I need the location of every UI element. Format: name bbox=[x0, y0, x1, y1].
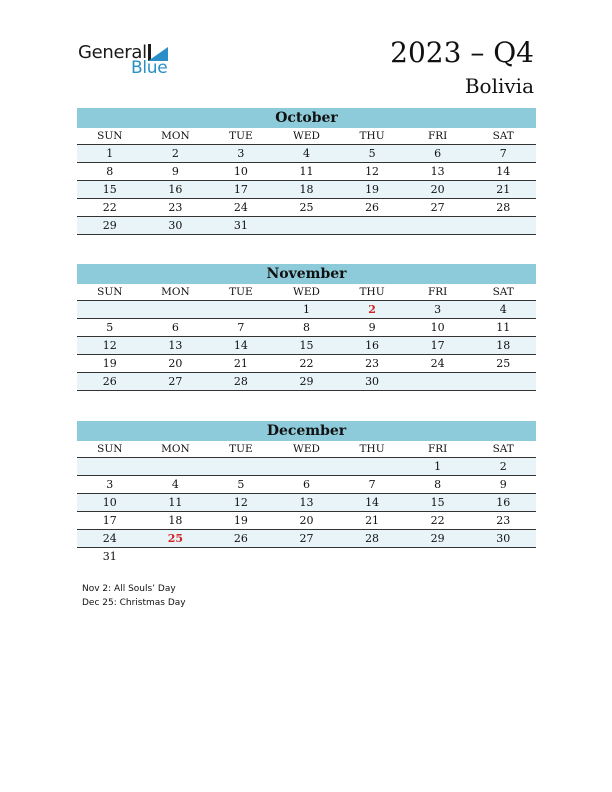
weekday-label: THU bbox=[339, 284, 405, 301]
day-cell: 5 bbox=[106, 321, 114, 334]
holiday-note: Dec 25: Christmas Day bbox=[82, 598, 186, 608]
weekday-label: TUE bbox=[208, 441, 274, 458]
weekday-label: MON bbox=[143, 441, 209, 458]
day-cell: 19 bbox=[233, 514, 248, 527]
day-cell: 12 bbox=[102, 339, 117, 352]
day-cell bbox=[405, 373, 471, 390]
day-cell bbox=[470, 373, 536, 390]
day-cell: 2 bbox=[499, 460, 507, 473]
weekday-label: WED bbox=[274, 128, 340, 145]
day-cell: 28 bbox=[365, 532, 380, 545]
week-row bbox=[77, 319, 536, 337]
day-cell: 20 bbox=[299, 514, 314, 527]
day-cell: 3 bbox=[237, 147, 245, 160]
day-cell: 24 bbox=[233, 201, 248, 214]
week-row bbox=[77, 337, 536, 355]
day-cell: 14 bbox=[233, 339, 248, 352]
week-row bbox=[77, 163, 536, 181]
day-cell: 4 bbox=[499, 303, 507, 316]
day-cell: 18 bbox=[168, 514, 183, 527]
day-cell: 23 bbox=[365, 357, 380, 370]
week-row bbox=[77, 373, 536, 391]
day-cell: 21 bbox=[496, 183, 511, 196]
day-cell: 8 bbox=[302, 321, 310, 334]
day-cell: 10 bbox=[430, 321, 445, 334]
day-cell: 7 bbox=[368, 478, 376, 491]
day-cell: 9 bbox=[499, 478, 507, 491]
day-cell: 13 bbox=[430, 165, 445, 178]
week-row bbox=[77, 145, 536, 163]
day-cell: 1 bbox=[106, 147, 114, 160]
weekday-label: FRI bbox=[405, 128, 471, 145]
day-cell: 22 bbox=[430, 514, 445, 527]
week-row bbox=[77, 301, 536, 319]
week-row bbox=[77, 494, 536, 512]
week-row bbox=[77, 512, 536, 530]
day-cell: 6 bbox=[434, 147, 442, 160]
day-cell: 5 bbox=[237, 478, 245, 491]
weekday-label: WED bbox=[274, 441, 340, 458]
day-cell: 13 bbox=[168, 339, 183, 352]
holiday-day-cell: 2 bbox=[368, 303, 376, 316]
day-cell: 8 bbox=[106, 165, 114, 178]
day-cell: 26 bbox=[233, 532, 248, 545]
day-cell: 9 bbox=[171, 165, 179, 178]
logo-general-text: General bbox=[78, 42, 147, 63]
logo-blue-text: Blue bbox=[131, 58, 168, 78]
day-cell: 23 bbox=[168, 201, 183, 214]
day-cell: 29 bbox=[430, 532, 445, 545]
day-cell: 27 bbox=[168, 375, 183, 388]
day-cell: 23 bbox=[496, 514, 511, 527]
day-cell: 20 bbox=[430, 183, 445, 196]
day-cell: 6 bbox=[171, 321, 179, 334]
holiday-day-cell: 25 bbox=[167, 532, 183, 545]
day-cell: 3 bbox=[106, 478, 114, 491]
weekday-label: SUN bbox=[77, 128, 143, 145]
day-cell: 6 bbox=[302, 478, 310, 491]
day-cell: 15 bbox=[102, 183, 117, 196]
day-cell bbox=[274, 458, 340, 475]
day-cell: 15 bbox=[299, 339, 314, 352]
week-row bbox=[77, 199, 536, 217]
page-title: 2023 – Q4 bbox=[390, 36, 534, 69]
day-cell: 5 bbox=[368, 147, 376, 160]
weekday-label: THU bbox=[339, 441, 405, 458]
day-cell: 24 bbox=[430, 357, 445, 370]
day-cell: 29 bbox=[299, 375, 314, 388]
day-cell: 12 bbox=[365, 165, 380, 178]
weekday-label: SUN bbox=[77, 284, 143, 301]
holiday-notes bbox=[82, 582, 186, 610]
day-cell: 9 bbox=[368, 321, 376, 334]
day-cell bbox=[405, 548, 471, 565]
weekday-header-row bbox=[77, 128, 536, 145]
weekday-label: MON bbox=[143, 284, 209, 301]
day-cell bbox=[339, 548, 405, 565]
day-cell bbox=[143, 301, 209, 318]
day-cell: 22 bbox=[102, 201, 117, 214]
day-cell: 2 bbox=[171, 147, 179, 160]
day-cell bbox=[208, 458, 274, 475]
day-cell: 18 bbox=[299, 183, 314, 196]
day-cell bbox=[77, 301, 143, 318]
day-cell: 12 bbox=[233, 496, 248, 509]
day-cell bbox=[274, 548, 340, 565]
weekday-label: SAT bbox=[470, 441, 536, 458]
day-cell: 18 bbox=[496, 339, 511, 352]
day-cell: 31 bbox=[233, 219, 248, 232]
day-cell: 27 bbox=[299, 532, 314, 545]
weekday-label: SAT bbox=[470, 128, 536, 145]
day-cell: 7 bbox=[499, 147, 507, 160]
day-cell: 10 bbox=[102, 496, 117, 509]
day-cell: 16 bbox=[168, 183, 183, 196]
week-row bbox=[77, 476, 536, 494]
week-row bbox=[77, 458, 536, 476]
weekday-header-row bbox=[77, 284, 536, 301]
weekday-label: THU bbox=[339, 128, 405, 145]
month-title: November bbox=[77, 264, 536, 284]
day-cell: 4 bbox=[302, 147, 310, 160]
day-cell: 16 bbox=[496, 496, 511, 509]
day-cell: 25 bbox=[299, 201, 314, 214]
weekday-label: SUN bbox=[77, 441, 143, 458]
day-cell bbox=[470, 217, 536, 234]
day-cell: 17 bbox=[430, 339, 445, 352]
week-row bbox=[77, 181, 536, 199]
day-cell: 11 bbox=[299, 165, 314, 178]
day-cell: 24 bbox=[102, 532, 117, 545]
generalblue-logo bbox=[78, 42, 178, 78]
month-title: December bbox=[77, 421, 536, 441]
day-cell: 13 bbox=[299, 496, 314, 509]
weekday-label: WED bbox=[274, 284, 340, 301]
weekday-label: TUE bbox=[208, 284, 274, 301]
day-cell: 16 bbox=[365, 339, 380, 352]
weekday-label: SAT bbox=[470, 284, 536, 301]
weekday-label: FRI bbox=[405, 284, 471, 301]
day-cell: 30 bbox=[365, 375, 380, 388]
day-cell: 3 bbox=[434, 303, 442, 316]
day-cell: 22 bbox=[299, 357, 314, 370]
holiday-note: Nov 2: All Souls’ Day bbox=[82, 584, 176, 594]
day-cell: 11 bbox=[496, 321, 511, 334]
country-name: Bolivia bbox=[464, 74, 534, 98]
day-cell bbox=[143, 548, 209, 565]
day-cell: 4 bbox=[171, 478, 179, 491]
day-cell bbox=[143, 458, 209, 475]
day-cell: 28 bbox=[496, 201, 511, 214]
week-row bbox=[77, 217, 536, 235]
day-cell: 7 bbox=[237, 321, 245, 334]
day-cell: 1 bbox=[434, 460, 442, 473]
day-cell: 26 bbox=[365, 201, 380, 214]
day-cell: 25 bbox=[496, 357, 511, 370]
day-cell bbox=[208, 548, 274, 565]
day-cell: 17 bbox=[233, 183, 248, 196]
weekday-label: TUE bbox=[208, 128, 274, 145]
day-cell: 27 bbox=[430, 201, 445, 214]
day-cell: 21 bbox=[365, 514, 380, 527]
day-cell: 26 bbox=[102, 375, 117, 388]
weekday-label: MON bbox=[143, 128, 209, 145]
day-cell: 19 bbox=[365, 183, 380, 196]
day-cell: 21 bbox=[233, 357, 248, 370]
day-cell: 19 bbox=[102, 357, 117, 370]
day-cell bbox=[470, 548, 536, 565]
month-november bbox=[77, 264, 536, 391]
day-cell bbox=[339, 458, 405, 475]
day-cell: 30 bbox=[168, 219, 183, 232]
day-cell bbox=[77, 458, 143, 475]
day-cell: 17 bbox=[102, 514, 117, 527]
day-cell: 8 bbox=[434, 478, 442, 491]
week-row bbox=[77, 530, 536, 548]
day-cell bbox=[208, 301, 274, 318]
day-cell: 1 bbox=[302, 303, 310, 316]
week-row bbox=[77, 548, 536, 565]
day-cell: 28 bbox=[233, 375, 248, 388]
week-row bbox=[77, 355, 536, 373]
day-cell: 15 bbox=[430, 496, 445, 509]
day-cell: 11 bbox=[168, 496, 183, 509]
month-december bbox=[77, 421, 536, 565]
day-cell: 31 bbox=[102, 550, 117, 563]
month-october bbox=[77, 108, 536, 235]
day-cell: 14 bbox=[365, 496, 380, 509]
day-cell: 10 bbox=[233, 165, 248, 178]
month-title: October bbox=[77, 108, 536, 128]
weekday-header-row bbox=[77, 441, 536, 458]
day-cell: 30 bbox=[496, 532, 511, 545]
day-cell: 29 bbox=[102, 219, 117, 232]
day-cell: 20 bbox=[168, 357, 183, 370]
day-cell bbox=[274, 217, 340, 234]
weekday-label: FRI bbox=[405, 441, 471, 458]
day-cell bbox=[405, 217, 471, 234]
day-cell bbox=[339, 217, 405, 234]
day-cell: 14 bbox=[496, 165, 511, 178]
